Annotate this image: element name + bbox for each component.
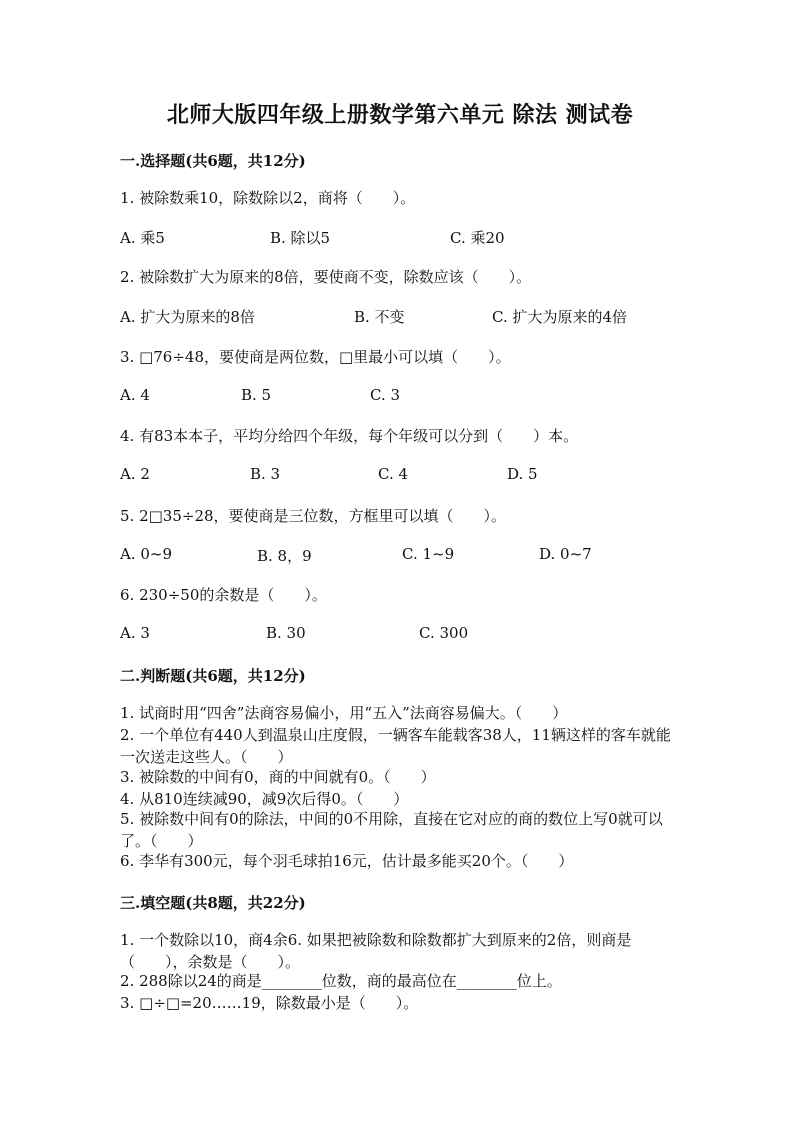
option-b: B. 除以5 (270, 229, 331, 247)
option-a: A. 乘5 (120, 229, 165, 247)
true-false-item-5: 5. 被除数中间有0的除法，中间的0不用除，直接在它对应的商的数位上写0就可以了。（ ） (120, 810, 663, 850)
fill-blank-item-2: 2. 288除以24的商是________位数，商的最高位在________位上。 (120, 972, 562, 990)
option-d: D. 0~7 (539, 545, 592, 563)
option-b: B. 8，9 (257, 547, 312, 565)
option-a: A. 4 (120, 386, 150, 404)
choice-question-3: 3. □76÷48，要使商是两位数，□里最小可以填（ ）。 (120, 348, 511, 366)
option-c: C. 乘20 (450, 229, 505, 247)
choice-options-1 (120, 227, 680, 249)
choice-question-5: 5. 2□35÷28，要使商是三位数，方框里可以填（ ）。 (120, 507, 507, 525)
choice-options-4 (120, 465, 680, 487)
option-c: C. 扩大为原来的4倍 (492, 308, 628, 326)
choice-options-3 (120, 386, 680, 408)
option-b: B. 不变 (354, 308, 405, 326)
option-a: A. 扩大为原来的8倍 (120, 308, 255, 326)
option-d: D. 5 (507, 465, 538, 483)
option-b: B. 5 (241, 386, 272, 404)
option-b: B. 3 (250, 465, 281, 483)
choice-options-2 (120, 306, 680, 328)
true-false-item-6: 6. 李华有300元，每个羽毛球拍16元，估计最多能买20个。（ ） (120, 852, 574, 870)
choice-options-6 (120, 624, 680, 646)
option-c: C. 300 (419, 624, 469, 642)
fill-blank-item-3: 3. □÷□=20……19，除数最小是（ ）。 (120, 994, 419, 1012)
option-a: A. 3 (120, 624, 150, 642)
option-c: C. 4 (378, 465, 409, 483)
true-false-item-3: 3. 被除数的中间有0，商的中间就有0。（ ） (120, 768, 436, 786)
true-false-item-2: 2. 一个单位有440人到温泉山庄度假，一辆客车能载客38人，11辆这样的客车就能一次送走这些人。（ ） (120, 726, 671, 766)
option-b: B. 30 (266, 624, 306, 642)
section-heading-fill-blank: 三.填空题(共8题，共22分) (120, 894, 306, 912)
page-title: 北师大版四年级上册数学第六单元 除法 测试卷 (166, 102, 634, 128)
choice-options-5 (120, 545, 680, 567)
fill-blank-item-1: 1. 一个数除以10，商4余6. 如果把被除数和除数都扩大到原来的2倍，则商是（ ），余数是（ ）。 (120, 931, 632, 971)
option-c: C. 3 (370, 386, 401, 404)
true-false-item-1: 1. 试商时用“四舍”法商容易偏小，用“五入”法商容易偏大。（ ） (120, 704, 568, 722)
choice-question-2: 2. 被除数扩大为原来的8倍，要使商不变，除数应该（ ）。 (120, 268, 532, 286)
choice-question-4: 4. 有83本本子，平均分给四个年级，每个年级可以分到（ ）本。 (120, 427, 579, 445)
choice-question-6: 6. 230÷50的余数是（ ）。 (120, 586, 327, 604)
option-a: A. 2 (120, 465, 150, 483)
option-a: A. 0~9 (120, 545, 173, 563)
option-c: C. 1~9 (402, 545, 455, 563)
section-heading-true-false: 二.判断题(共6题，共12分) (120, 667, 306, 685)
section-heading-choice: 一.选择题(共6题，共12分) (120, 152, 306, 170)
choice-question-1: 1. 被除数乘10，除数除以2，商将（ ）。 (120, 189, 416, 207)
true-false-item-4: 4. 从810连续减90，减9次后得0。（ ） (120, 790, 409, 808)
